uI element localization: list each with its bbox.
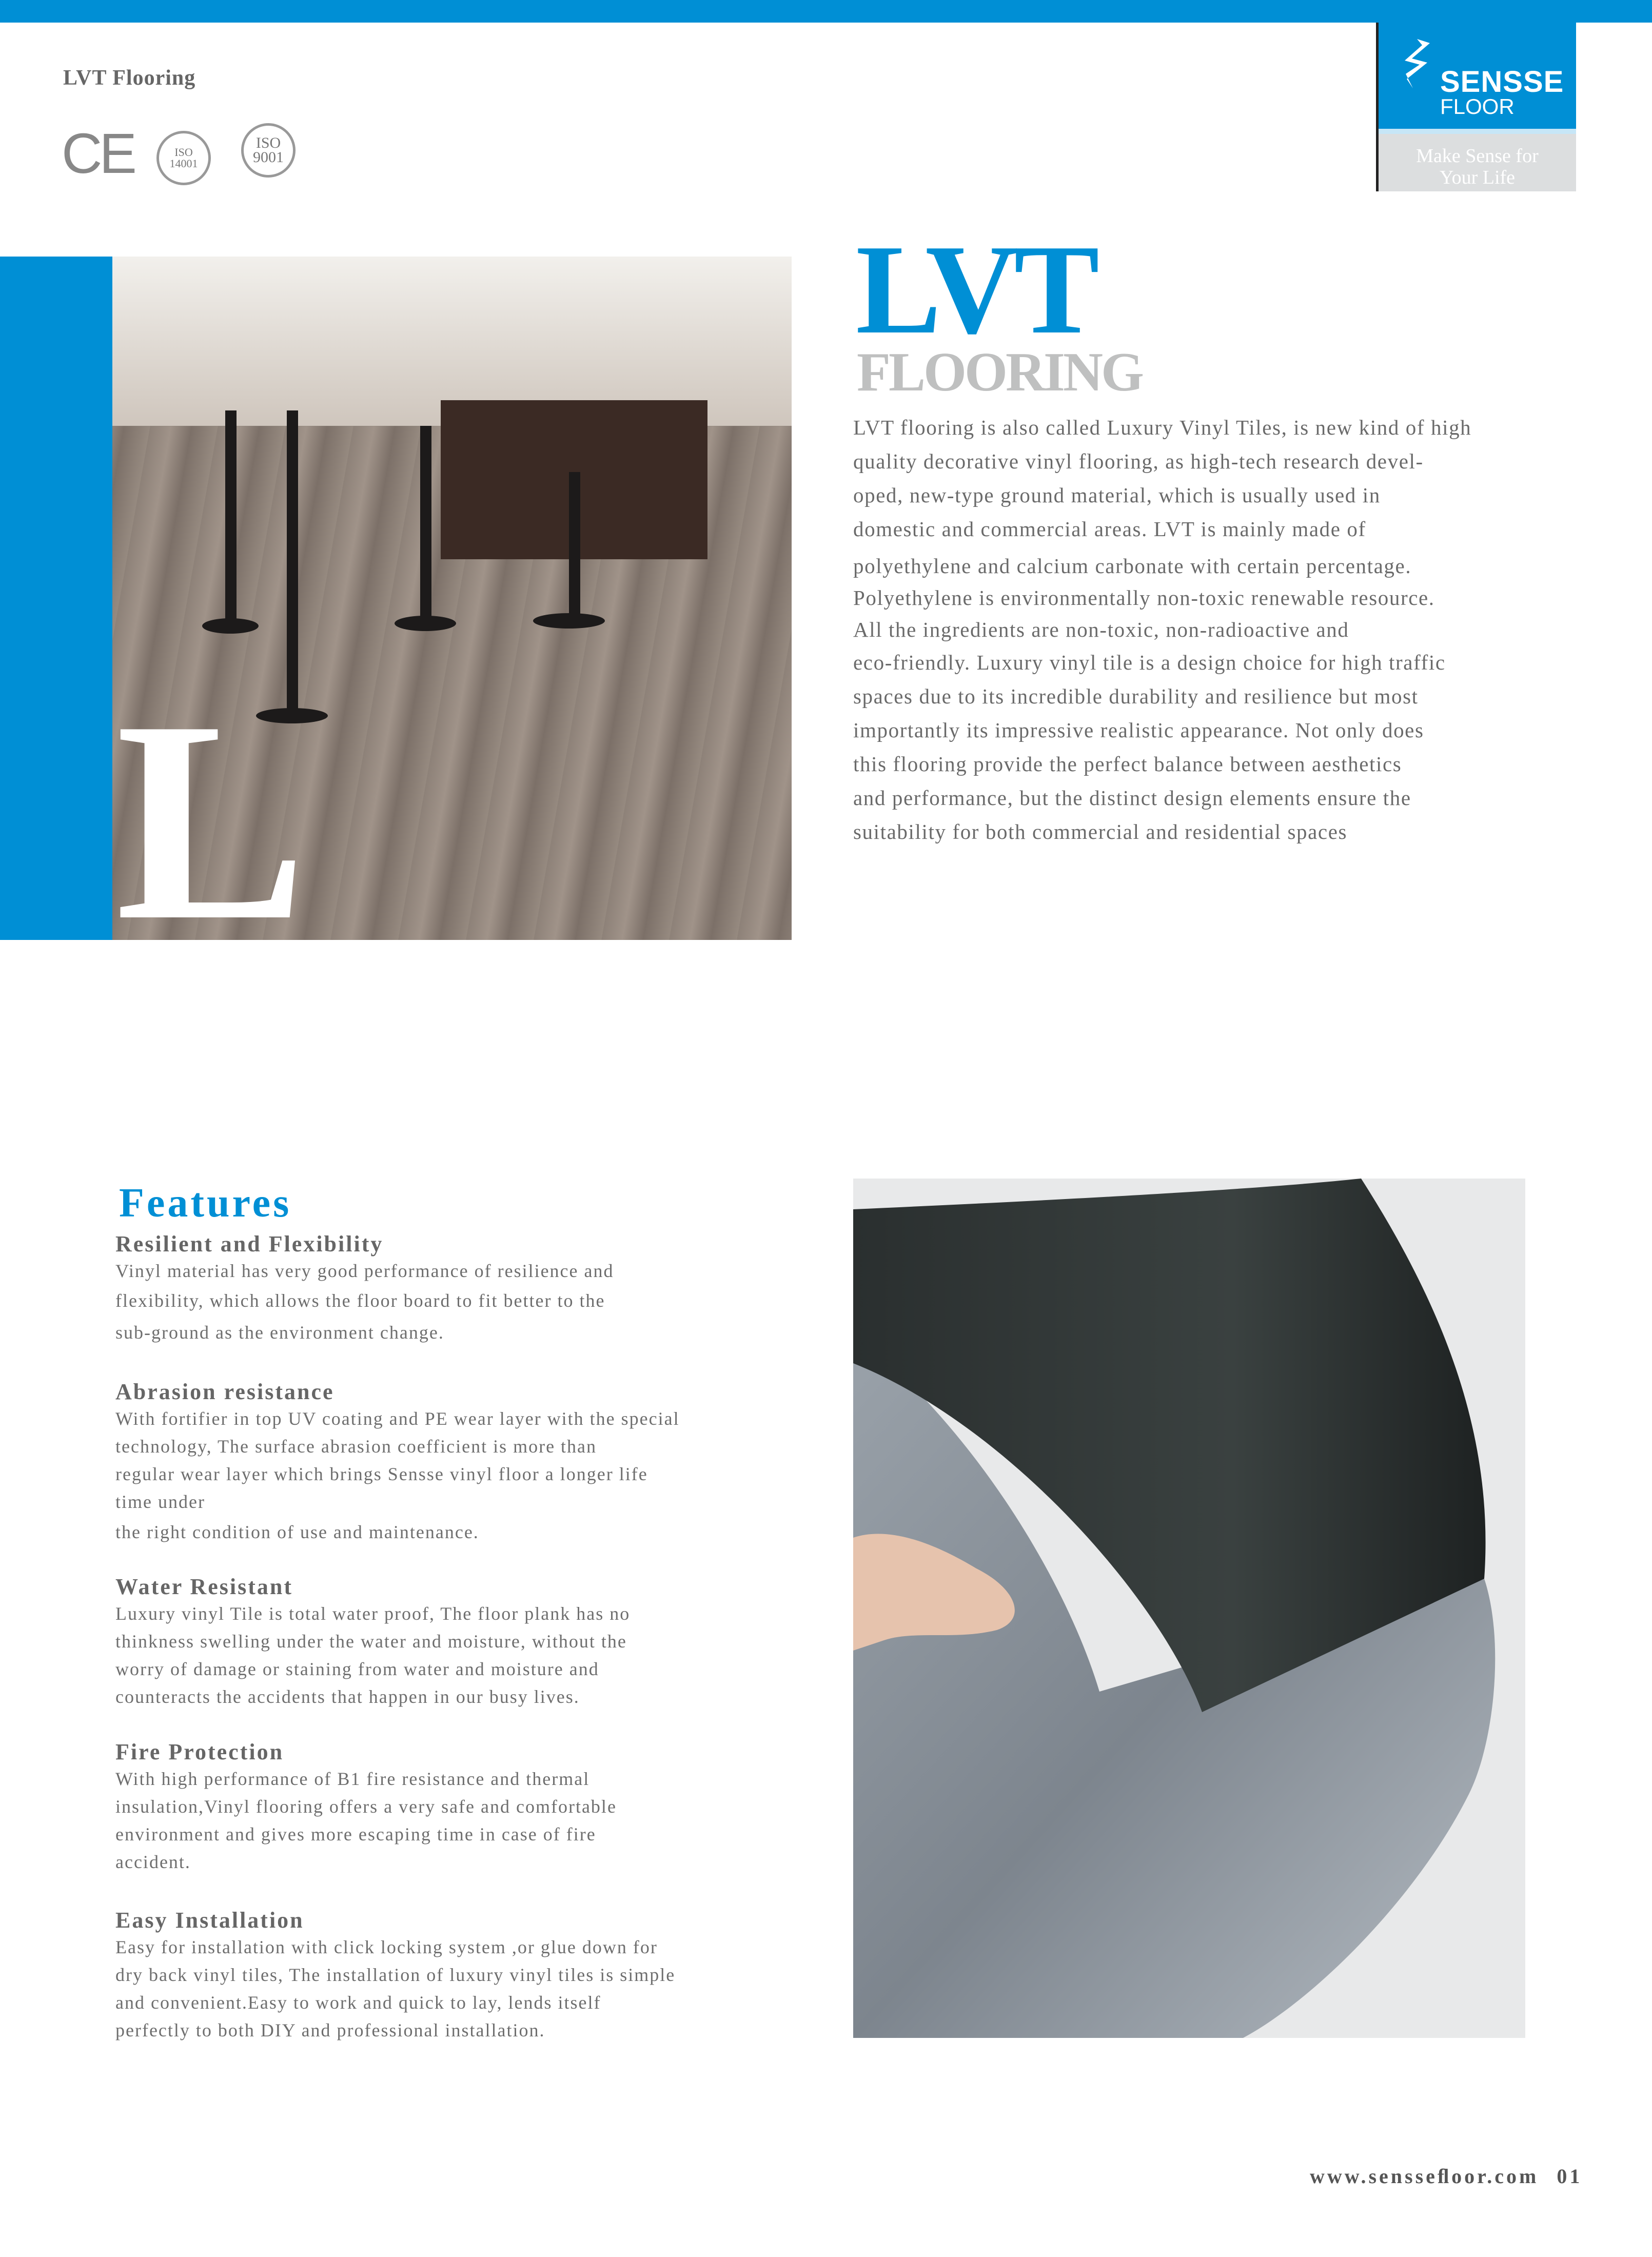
feature-line: regular wear layer which brings Sensse vinyl floor a longer life xyxy=(115,1464,648,1484)
brand-tagline xyxy=(1379,134,1576,191)
feature-line: Luxury vinyl Tile is total water proof, The floor plank has no xyxy=(115,1603,631,1624)
brand-name: SENSSE xyxy=(1440,65,1564,99)
photo-stanchion xyxy=(287,410,298,718)
tagline-line: Make Sense for xyxy=(1416,145,1539,167)
photo-stanchion-base xyxy=(533,613,605,629)
intro-line: and performance, but the distinct design elements ensure the xyxy=(853,786,1411,810)
page-number: 01 xyxy=(1557,2165,1583,2188)
intro-paragraph xyxy=(853,410,1561,849)
intro-line: All the ingredients are non-toxic, non-radioactive and xyxy=(853,618,1349,641)
tagline-line: Your Life xyxy=(1439,167,1516,188)
feature-fire xyxy=(115,1739,798,1876)
intro-line: suitability for both commercial and residential spaces xyxy=(853,820,1348,843)
document-label: LVT Flooring xyxy=(63,66,196,90)
feature-line: technology, The surface abrasion coefficient is more than xyxy=(115,1436,597,1457)
feature-line: perfectly to both DIY and professional installation. xyxy=(115,2020,545,2040)
logo-divider xyxy=(1379,129,1576,134)
feature-line: sub-ground as the environment change. xyxy=(115,1322,444,1343)
feature-line: dry back vinyl tiles, The installation of luxury vinyl tiles is simple xyxy=(115,1965,676,1985)
side-accent-block xyxy=(0,257,112,940)
feature-line: insulation,Vinyl flooring offers a very safe and comfortable xyxy=(115,1796,617,1817)
seal-text: 14001 xyxy=(169,157,198,170)
features-heading: Features xyxy=(119,1181,292,1226)
feature-line: counteracts the accidents that happen in our busy lives. xyxy=(115,1686,580,1707)
page-title: LVT xyxy=(856,219,1096,361)
feature-line: flexibility, which allows the floor board to fit better to the xyxy=(115,1290,605,1311)
feature-heading: Abrasion resistance xyxy=(115,1379,335,1404)
intro-line: eco-friendly. Luxury vinyl tile is a design choice for high traffic xyxy=(853,651,1446,674)
feature-line: Easy for installation with click locking system ,or glue down for xyxy=(115,1937,658,1957)
vinyl-roll-photo xyxy=(853,1179,1525,2038)
feature-water xyxy=(115,1574,798,1711)
feature-line: worry of damage or staining from water and moisture and xyxy=(115,1659,599,1679)
feature-resilient xyxy=(115,1231,798,1348)
top-accent-bar xyxy=(0,0,1652,23)
feature-line: the right condition of use and maintenance. xyxy=(115,1522,479,1542)
feature-line: thinkness swelling under the water and moisture, without the xyxy=(115,1631,627,1652)
iso-9001-seal-icon xyxy=(241,123,296,178)
photo-stanchion xyxy=(569,472,580,616)
sensse-logo-mark-icon xyxy=(1402,38,1438,89)
feature-heading: Resilient and Flexibility xyxy=(115,1231,384,1257)
intro-line: Polyethylene is environmentally non-toxic renewable resource. xyxy=(853,586,1435,610)
intro-line: domestic and commercial areas. LVT is mainly made of xyxy=(853,517,1366,541)
feature-line: Vinyl material has very good performance of resilience and xyxy=(115,1261,614,1281)
brand-logo xyxy=(1376,23,1576,191)
photo-stanchion xyxy=(420,426,431,621)
feature-line: With high performance of B1 fire resistance and thermal xyxy=(115,1769,590,1789)
intro-line: LVT flooring is also called Luxury Vinyl Tiles, is new kind of high xyxy=(853,416,1472,439)
drop-cap-letter: L xyxy=(115,677,307,940)
website-link[interactable]: www.sensseﬂoor.com xyxy=(1310,2165,1539,2188)
vinyl-roll-illustration xyxy=(853,1179,1525,2038)
intro-line: spaces due to its incredible durability and resilience but most xyxy=(853,684,1419,708)
feature-heading: Fire Protection xyxy=(115,1739,284,1764)
page-subtitle: FLOORING xyxy=(857,342,1143,403)
seal-text: 9001 xyxy=(253,149,284,166)
logo-background xyxy=(1379,23,1576,129)
ce-mark-icon: CE xyxy=(62,122,134,185)
feature-line: time under xyxy=(115,1491,205,1512)
feature-line: environment and gives more escaping time in case of fire xyxy=(115,1824,596,1844)
feature-heading: Easy Installation xyxy=(115,1908,304,1933)
intro-line: this flooring provide the perfect balance between aesthetics xyxy=(853,752,1402,776)
page-footer xyxy=(1310,2164,1582,2188)
photo-stanchion-base xyxy=(202,618,259,634)
intro-line: quality decorative vinyl flooring, as high-tech research devel- xyxy=(853,449,1424,473)
feature-line: With fortifier in top UV coating and PE wear layer with the special xyxy=(115,1408,680,1429)
intro-line: oped, new-type ground material, which is usually used in xyxy=(853,483,1381,507)
seal-text: ISO xyxy=(174,146,193,159)
photo-stanchion xyxy=(225,410,237,626)
photo-stanchion-base xyxy=(395,616,456,631)
feature-heading: Water Resistant xyxy=(115,1574,293,1599)
seal-text: ISO xyxy=(255,134,281,151)
iso-14001-seal-icon xyxy=(156,131,211,185)
feature-line: accident. xyxy=(115,1852,191,1872)
intro-line: polyethylene and calcium carbonate with certain percentage. xyxy=(853,554,1412,578)
brand-sub: FLOOR xyxy=(1440,94,1515,119)
intro-line: importantly its impressive realistic appearance. Not only does xyxy=(853,718,1424,742)
feature-installation xyxy=(115,1908,798,2044)
feature-line: and convenient.Easy to work and quick to lay, lends itself xyxy=(115,1992,601,2013)
feature-abrasion xyxy=(115,1379,798,1548)
